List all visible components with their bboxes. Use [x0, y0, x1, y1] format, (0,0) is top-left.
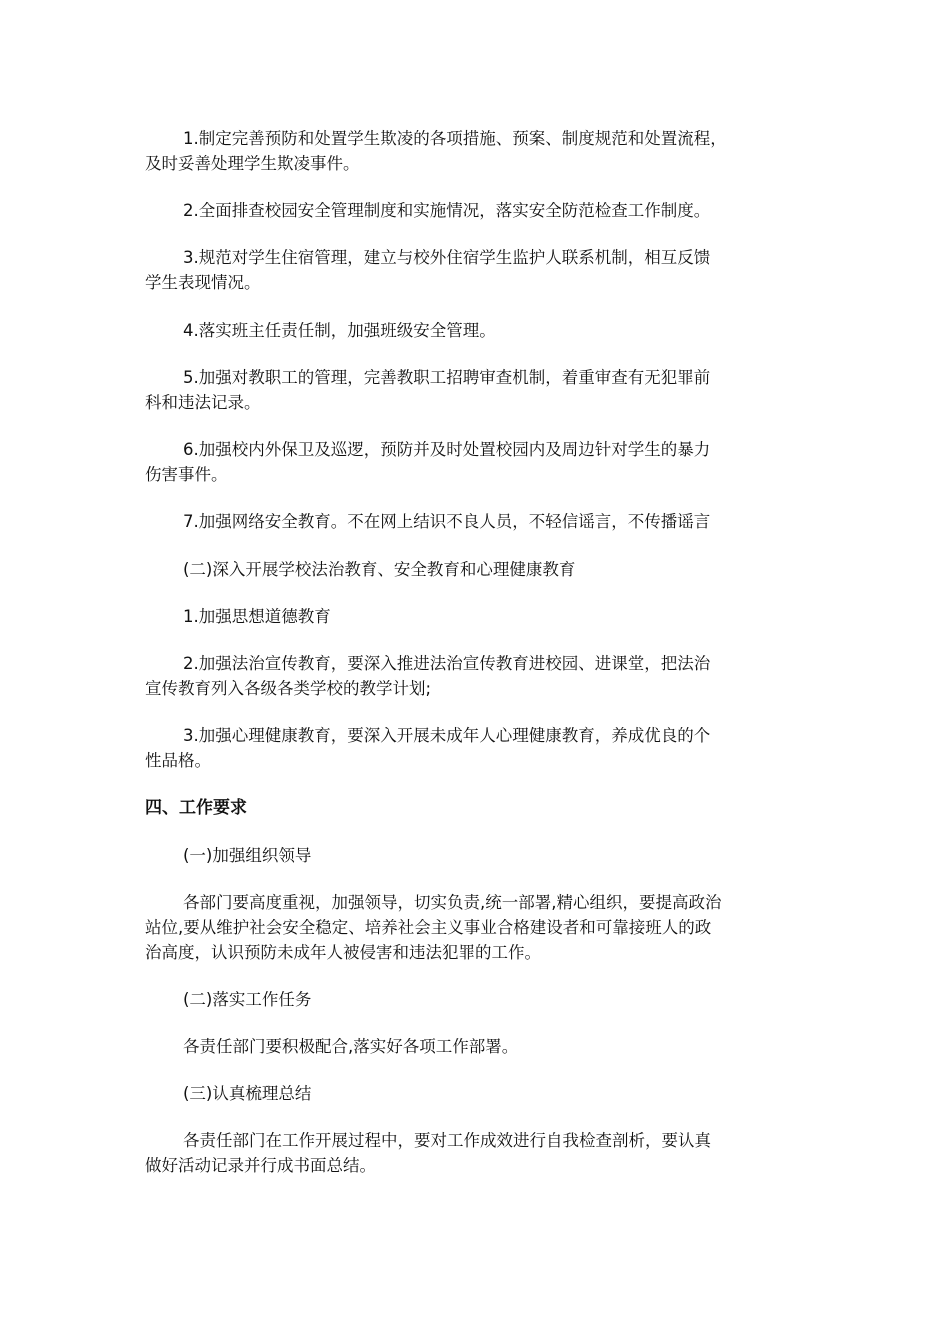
paragraph-9 [145, 604, 817, 629]
paragraph-line: 站位,要从维护社会安全稳定、培养社会主义事业合格建设者和可靠接班人的政 [145, 918, 712, 937]
paragraph-10 [145, 651, 817, 701]
paragraph-16 [145, 1081, 817, 1106]
paragraph-1 [145, 126, 817, 176]
paragraph-line: 学生表现情况。 [145, 273, 261, 292]
paragraph-line: 5.加强对教职工的管理，完善教职工招聘审查机制，着重审查有无犯罪前 [183, 368, 711, 387]
paragraph-line: (一)加强组织领导 [183, 846, 312, 865]
paragraph-line: (二)深入开展学校法治教育、安全教育和心理健康教育 [183, 560, 576, 579]
paragraph-line: 各责任部门在工作开展过程中，要对工作成效进行自我检查剖析，要认真 [183, 1131, 711, 1150]
paragraph-17 [145, 1128, 817, 1178]
paragraph-11 [145, 723, 817, 773]
paragraph-14 [145, 987, 817, 1012]
paragraph-line: (二)落实工作任务 [183, 990, 312, 1009]
paragraph-line: 伤害事件。 [145, 465, 228, 484]
paragraph-13 [145, 890, 817, 965]
paragraph-line: 各部门要高度重视，加强领导，切实负责,统一部署,精心组织，要提高政治 [183, 893, 722, 912]
paragraph-line: 3.规范对学生住宿管理，建立与校外住宿学生监护人联系机制，相互反馈 [183, 248, 711, 267]
paragraph-15 [145, 1034, 817, 1059]
paragraph-7 [145, 509, 817, 534]
paragraph-2 [145, 198, 817, 223]
paragraph-line: 2.全面排查校园安全管理制度和实施情况，落实安全防范检查工作制度。 [183, 201, 711, 220]
paragraph-line: 1.制定完善预防和处置学生欺凌的各项措施、预案、制度规范和处置流程， [183, 129, 727, 148]
paragraph-line: 各责任部门要积极配合,落实好各项工作部署。 [183, 1037, 519, 1056]
paragraph-line: 做好活动记录并行成书面总结。 [145, 1156, 376, 1175]
paragraph-line: 4.落实班主任责任制，加强班级安全管理。 [183, 321, 496, 340]
paragraph-line: 6.加强校内外保卫及巡逻，预防并及时处置校园内及周边针对学生的暴力 [183, 440, 711, 459]
paragraph-line: 1.加强思想道德教育 [183, 607, 331, 626]
paragraph-line: 及时妥善处理学生欺凌事件。 [145, 154, 360, 173]
paragraph-12 [145, 843, 817, 868]
paragraph-line: 性品格。 [145, 751, 211, 770]
paragraph-line: 2.加强法治宣传教育，要深入推进法治宣传教育进校园、进课堂，把法治 [183, 654, 711, 673]
paragraph-line: 宣传教育列入各级各类学校的教学计划; [145, 679, 432, 698]
paragraph-line: 3.加强心理健康教育，要深入开展未成年人心理健康教育，养成优良的个 [183, 726, 711, 745]
paragraph-line: (三)认真梳理总结 [183, 1084, 312, 1103]
paragraph-line: 7.加强网络安全教育。不在网上结识不良人员，不轻信谣言，不传播谣言 [183, 512, 711, 531]
paragraph-6 [145, 437, 817, 487]
section-heading: 四、工作要求 [145, 798, 247, 818]
paragraph-3 [145, 245, 817, 295]
paragraph-8 [145, 557, 817, 582]
paragraph-4 [145, 318, 817, 343]
paragraph-line: 治高度，认识预防未成年人被侵害和违法犯罪的工作。 [145, 943, 541, 962]
paragraph-5 [145, 365, 817, 415]
paragraph-line: 科和违法记录。 [145, 393, 261, 412]
